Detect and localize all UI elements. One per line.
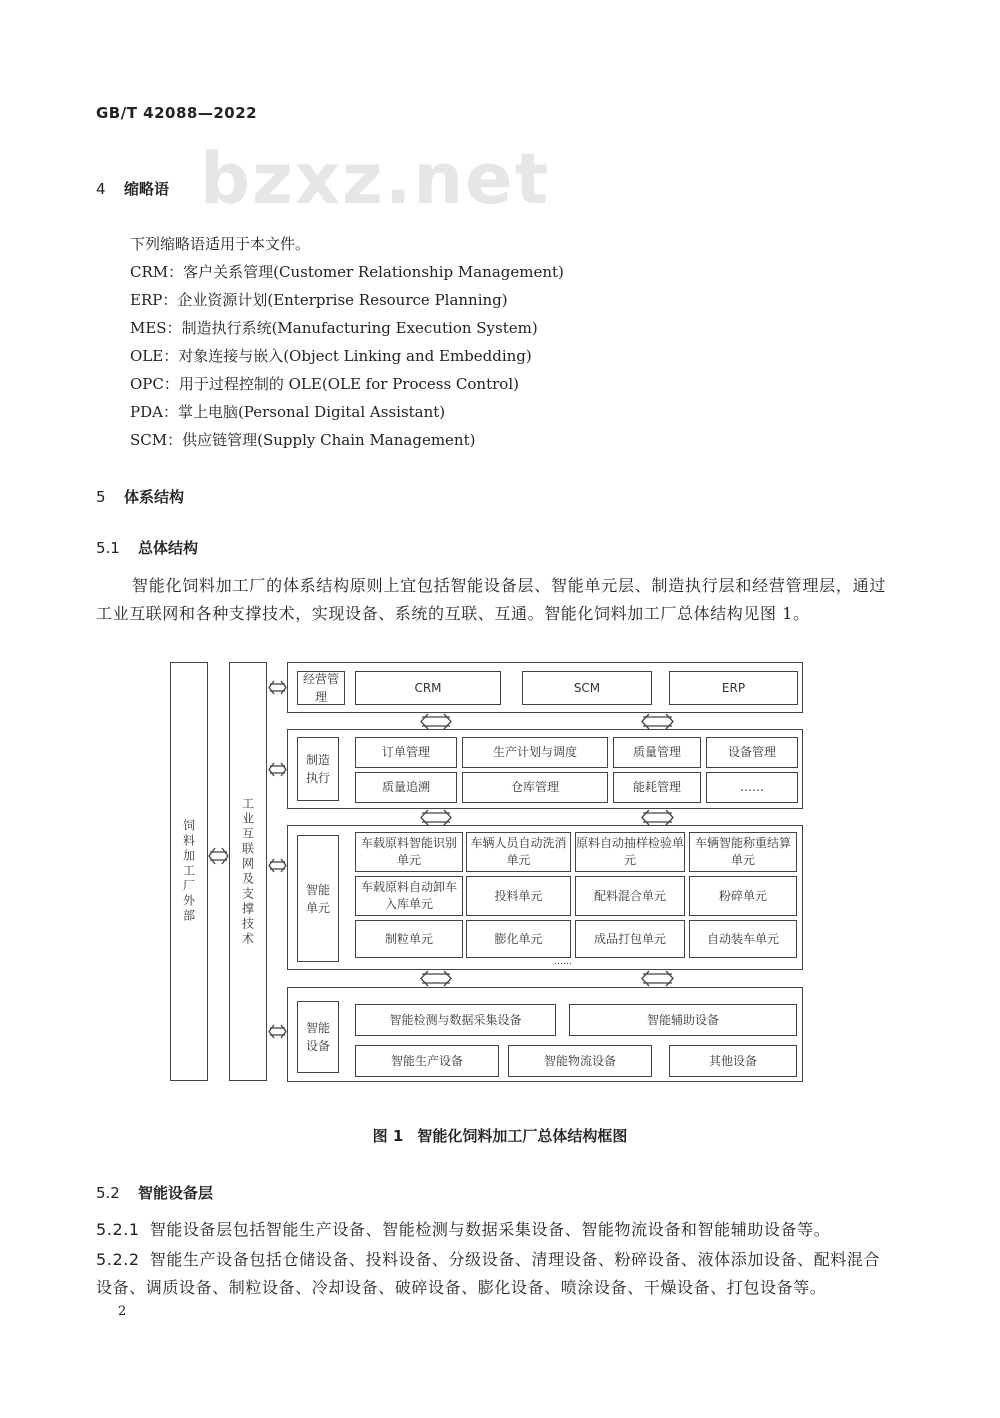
layer-label: 经营管理 [297,671,345,705]
diagram-cell: 智能物流设备 [508,1045,652,1077]
layer-label: 智能设备 [297,1001,339,1073]
watermark: bzxz.net [200,138,551,220]
paragraph-5-2-2 [96,1246,886,1302]
diagram-cell: 仓库管理 [462,772,608,803]
double-arrow-icon [269,681,286,694]
diagram-cell: 订单管理 [355,737,457,768]
double-arrow-icon [269,763,286,776]
abbreviation-item: SCM：供应链管理(Supply Chain Management) [130,431,476,449]
layer-link-arrow-icon [421,714,673,729]
double-arrow-icon [269,859,286,872]
industrial-internet-label: 工业互联网及支撑技术 [240,796,255,947]
diagram-cell: 制粒单元 [355,920,463,958]
diagram-cell: …… [706,772,798,803]
section-number: 5 [96,488,106,506]
diagram-cell: 生产计划与调度 [462,737,608,768]
diagram-cell: CRM [355,671,501,705]
figure-caption [0,1125,1000,1146]
section-title: 缩略语 [124,180,170,198]
factory-external-label: 饲料加工厂外部 [181,819,196,924]
section-number: 5.2 [96,1184,120,1202]
diagram-cell: 原料自动抽样检验单元 [575,832,685,872]
diagram-cell: 设备管理 [706,737,798,768]
paragraph-5-2-1 [96,1216,886,1244]
clause-number: 5.2.1 [96,1220,140,1239]
diagram-cell: 质量管理 [613,737,701,768]
abbreviation-item: CRM：客户关系管理(Customer Relationship Management) [130,263,564,281]
diagram-cell: 配料混合单元 [575,876,685,916]
diagram-cell: ERP [669,671,798,705]
double-arrow-icon [209,848,228,864]
layer-label: 制造执行 [297,737,339,801]
figure-title: 智能化饲料加工厂总体结构框图 [417,1127,628,1145]
section-5-2-heading [96,1182,213,1203]
diagram-cell: 投料单元 [466,876,571,916]
paragraph-5-1: 智能化饲料加工厂的体系结构原则上宜包括智能设备层、智能单元层、制造执行层和经营管理层，通过工业互联网和各种支撑技术，实现设备、系统的互联、互通。智能化饲料加工厂总体结构见图 1。 [96,576,886,623]
diagram-cell: 自动装车单元 [689,920,797,958]
abbreviation-item: MES：制造执行系统(Manufacturing Execution System) [130,319,538,337]
layer-link-arrow-icon [421,810,673,825]
section-title: 体系结构 [124,488,185,506]
diagram-cell: 智能辅助设备 [569,1004,797,1036]
diagram-cell: 智能检测与数据采集设备 [355,1004,556,1036]
layer-label: 智能单元 [297,835,339,962]
abbreviation-item: OLE：对象连接与嵌入(Object Linking and Embedding) [130,347,532,365]
abbreviation-item: ERP：企业资源计划(Enterprise Resource Planning) [130,291,508,309]
diagram-cell: 其他设备 [669,1045,797,1077]
diagram-cell: 成品打包单元 [575,920,685,958]
diagram-cell: 膨化单元 [466,920,571,958]
abbreviation-item: OPC：用于过程控制的 OLE(OLE for Process Control) [130,375,519,393]
page-number: 2 [118,1304,127,1319]
abbreviation-intro: 下列缩略语适用于本文件。 [130,235,311,253]
section-number: 4 [96,180,106,198]
diagram-cell: 粉碎单元 [689,876,797,916]
section-title: 总体结构 [138,539,199,557]
diagram-cell: 质量追溯 [355,772,457,803]
standard-number: GB/T 42088—2022 [96,104,258,122]
section-number: 5.1 [96,539,120,557]
section-title: 智能设备层 [138,1184,214,1202]
layer-link-arrow-icon [421,971,673,986]
diagram-cell: 能耗管理 [613,772,701,803]
more-ellipsis: …… [554,957,572,967]
diagram-cell: 智能生产设备 [355,1045,499,1077]
clause-text: 智能生产设备包括仓储设备、投料设备、分级设备、清理设备、粉碎设备、液体添加设备、配料混合设备、调质设备、制粒设备、冷却设备、破碎设备、膨化设备、喷涂设备、干燥设备、打包设备等。 [96,1250,881,1297]
diagram-cell: 车载原料自动卸车入库单元 [355,876,463,916]
diagram-cell: 车辆智能称重结算单元 [689,832,797,872]
diagram-cell: 车辆人员自动洗消单元 [466,832,571,872]
diagram-cell: 车载原料智能识别单元 [355,832,463,872]
diagram-cell: SCM [522,671,652,705]
clause-number: 5.2.2 [96,1250,140,1269]
abbreviation-item: PDA：掌上电脑(Personal Digital Assistant) [130,403,446,421]
figure-number: 图 1 [372,1127,404,1145]
double-arrow-icon [269,1025,286,1038]
clause-text: 智能设备层包括智能生产设备、智能检测与数据采集设备、智能物流设备和智能辅助设备等。 [149,1220,831,1239]
